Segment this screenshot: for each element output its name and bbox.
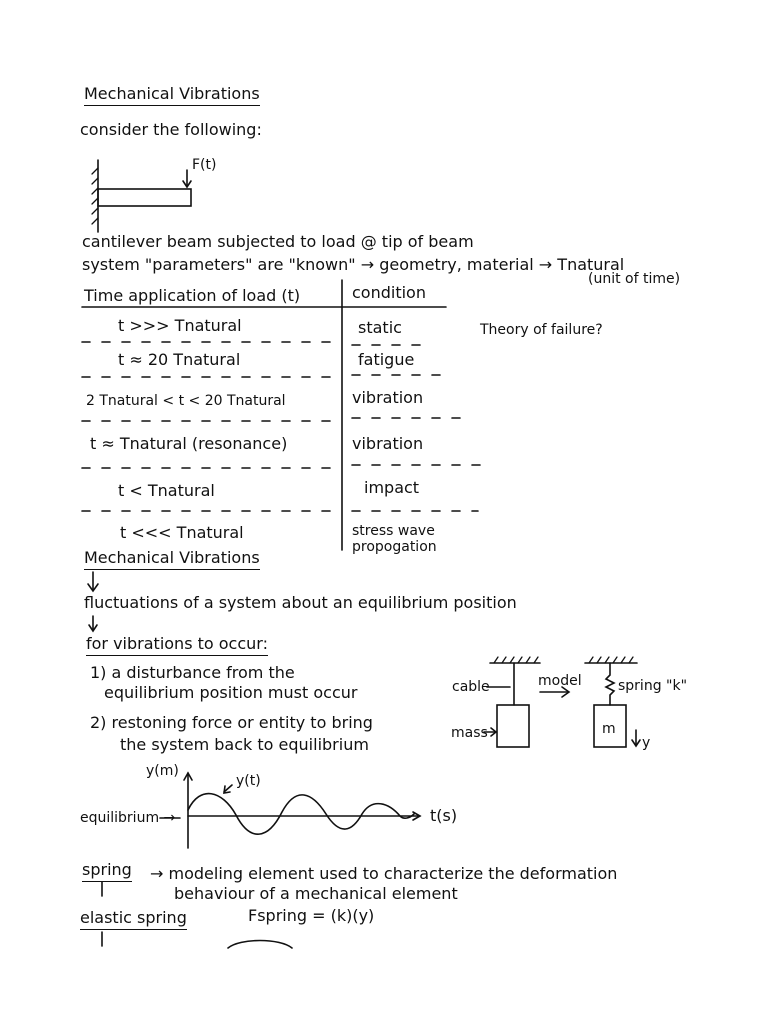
condition-line: 1) a disturbance from the (90, 663, 295, 682)
intro-text: consider the following: (80, 120, 262, 139)
spring-description: → modeling element used to characterize the deformation (150, 864, 618, 883)
cable-label: cable (452, 679, 490, 695)
table-row-time: 2 Tnatural < t < 20 Tnatural (86, 393, 286, 409)
cantilever-beam-diagram (92, 160, 191, 232)
table-row-time: t <<< Tnatural (120, 523, 244, 542)
table-row-condition: stress wave propogation (352, 523, 437, 555)
table-row-time: t < Tnatural (118, 481, 215, 500)
mass-block (497, 705, 529, 747)
table-header-time: Time application of load (t) (84, 286, 301, 305)
table-row-time: t ≈ 20 Tnatural (118, 350, 241, 369)
mass-label: mass (451, 725, 488, 741)
force-label: F(t) (192, 157, 217, 173)
condition-line: equilibrium position must occur (104, 683, 358, 702)
x-axis-label: t(s) (430, 806, 458, 825)
table-row-condition: impact (364, 478, 420, 497)
elastic-spring-heading: elastic spring (80, 910, 187, 930)
condition-line: 2) restoning force or entity to bring (90, 713, 373, 732)
spring-description: behaviour of a mechanical element (174, 884, 458, 903)
spring-heading: spring (82, 862, 132, 882)
spring-k-label: spring "k" (618, 678, 688, 694)
theory-of-failure-note: Theory of failure? (480, 322, 603, 338)
table-row-condition: vibration (352, 388, 424, 407)
partial-circle (228, 941, 292, 949)
beam-description: cantilever beam subjected to load @ tip of beam (82, 232, 474, 251)
y-axis-label: y(m) (146, 763, 179, 779)
table-row-condition: static (358, 318, 402, 337)
fluctuations-text: fluctuations of a system about an equilibrium position (84, 593, 517, 612)
condition-line: the system back to equilibrium (120, 735, 369, 754)
wave-plot (160, 773, 420, 848)
table-header-condition: condition (352, 283, 426, 302)
occur-heading: for vibrations to occur: (86, 636, 268, 656)
model-label: model (538, 673, 582, 689)
table-row-condition: vibration (352, 434, 424, 453)
spring-formula: Fspring = (k)(y) (248, 906, 375, 925)
table-row-time: t ≈ Tnatural (resonance) (90, 434, 288, 453)
equilibrium-label: equilibrium → (80, 810, 176, 826)
system-parameters-line: system "parameters" are "known" → geometry, material → Tnatural (82, 255, 625, 274)
m-label: m (602, 721, 616, 737)
y-direction-label: y (642, 735, 651, 751)
unit-note: (unit of time) (588, 271, 681, 287)
table-row-condition: fatigue (358, 350, 415, 369)
spring-coil (606, 663, 614, 705)
table-row-time: t >>> Tnatural (118, 316, 242, 335)
mass-spring-diagram (484, 657, 640, 747)
page-title: Mechanical Vibrations (84, 86, 260, 106)
section-title: Mechanical Vibrations (84, 550, 260, 570)
curve-label: y(t) (236, 773, 261, 789)
oscillation-curve (188, 794, 414, 835)
